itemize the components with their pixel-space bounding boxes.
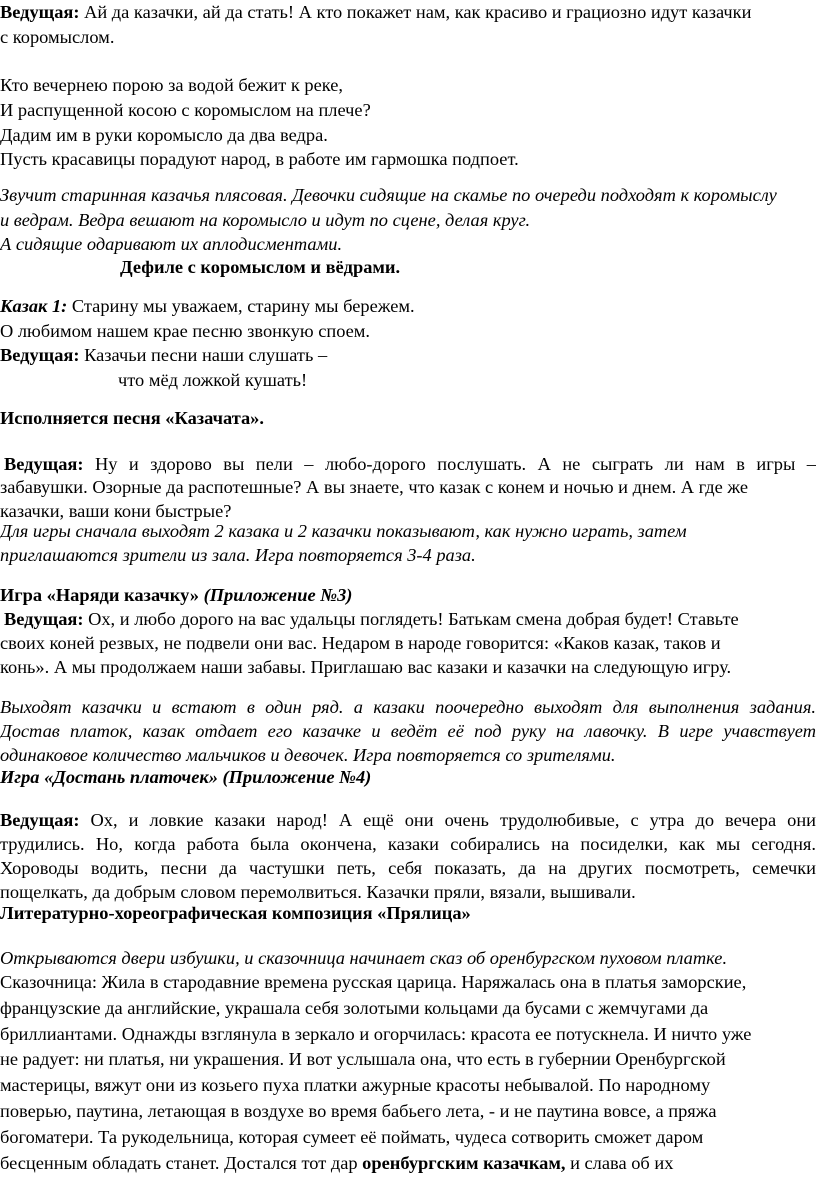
stage-direction: Звучит старинная казачья плясовая. Девочки сидящие на скамье по очереди подходят к коромыслу	[0, 185, 777, 205]
tale-line: бесценным обладать станет. Достался тот дар оренбургским казачкам, и слава об их	[0, 1153, 674, 1173]
speaker-label: Ведущая:	[0, 810, 80, 830]
speaker-label: Ведущая:	[4, 454, 84, 474]
tale-line: богоматери. Та рукодельница, которая сумеет её поймать, чудеса сотворить сможет даром	[0, 1127, 704, 1147]
stage-direction: и ведрам. Ведра вешают на коромысло и идут по сцене, делая круг.	[0, 210, 531, 230]
stage-direction: Для игры сначала выходят 2 казака и 2 казачки показывают, как нужно играть, затем	[0, 521, 687, 541]
text-line: конь». А мы продолжаем наши забавы. Приглашаю вас казаки и казачки на следующую игру.	[0, 657, 732, 677]
narrator-line: Ведущая: Ох, и ловкие казаки народ! А ещё они очень трудолюбивые, с утра до вечера они	[0, 810, 816, 830]
text-line: О любимом нашем крае песню звонкую споем.	[0, 321, 371, 341]
text-line: своих коней резвых, не подвели они вас. Недаром в народе говорится: «Каков казак, таков и	[0, 633, 721, 653]
poem-line: Кто вечернею порою за водой бежит к реке,	[0, 75, 343, 95]
speaker-label: Ведущая:	[0, 345, 80, 365]
narrator-line: Ведущая: Ай да казачки, ай да стать! А кто покажет нам, как красиво и грациозно идут казачки	[0, 2, 752, 22]
narrator-line: Ведущая: Казачьи песни наши слушать –	[0, 345, 328, 365]
section-title: Дефиле с коромыслом и вёдрами.	[120, 257, 401, 277]
text-line: что мёд ложкой кушать!	[118, 370, 308, 390]
text-line: забавушки. Озорные да распотешные? А вы знаете, что казак с конем и ночью и днем. А где же	[0, 477, 749, 497]
tale-line: бриллиантами. Однажды взглянула в зеркало и огорчилась: красота ее потускнела. И ничто уже	[0, 1024, 752, 1044]
section-title: Литературно-хореографическая композиция «Прялица»	[0, 903, 471, 923]
tale-line: поверью, паутина, летающая в воздухе во время бабьего лета, - и не паутина вовсе, а пряжа	[0, 1101, 717, 1121]
text-line: Хороводы водить, песни да частушки петь, себя показать, да на других посмотреть, семечки	[0, 858, 816, 878]
poem-line: Дадим им в руки коромысло да два ведра.	[0, 125, 328, 145]
speaker-label: Казак 1:	[0, 296, 68, 316]
stage-direction: Выходят казачки и встают в один ряд. а казаки поочередно выходят для выполнения задания.	[0, 697, 816, 717]
poem-line: И распущенной косою с коромыслом на плече?	[0, 100, 371, 120]
game-title: Игра «Достань платочек» (Приложение №4)	[0, 767, 372, 787]
kazak-line: Казак 1: Старину мы уважаем, старину мы бережем.	[0, 296, 415, 316]
game-title: Игра «Наряди казачку» (Приложение №3)	[0, 585, 353, 605]
stage-direction: одинаковое количество мальчиков и девочек. Игра повторяется со зрителями.	[0, 745, 616, 765]
text-line: с коромыслом.	[0, 27, 115, 47]
text-line: пощелкать, да добрым словом перемолвиться. Казачки пряли, вязали, вышивали.	[0, 882, 636, 902]
stage-direction: приглашаются зрители из зала. Игра повторяется 3-4 раза.	[0, 545, 476, 565]
song-title: Исполняется песня «Казачата».	[0, 408, 264, 428]
tale-line: Сказочница: Жила в стародавние времена русская царица. Наряжалась она в платья заморские,	[0, 972, 747, 992]
narrator-line: Ведущая: Ох, и любо дорого на вас удальцы поглядеть! Батькам смена добрая будет! Ставьте	[0, 607, 739, 632]
speaker-label: Ведущая:	[4, 609, 84, 629]
tale-line: французские да английские, украшала себя золотыми кольцами да бусами с жемчугами да	[0, 998, 709, 1018]
tale-line: мастерицы, вяжут они из козьего пуха платки ажурные красоты небывалой. По народному	[0, 1075, 711, 1095]
narrator-line: Ведущая: Ну и здорово вы пели – любо-дорого послушать. А не сыграть ли нам в игры –	[4, 454, 816, 474]
stage-direction: А сидящие одаривают их аплодисментами.	[0, 234, 343, 254]
stage-direction: Открываются двери избушки, и сказочница начинает сказ об оренбургском пуховом платке.	[0, 948, 728, 968]
speaker-label: Ведущая:	[0, 2, 80, 22]
stage-direction: Достав платок, казак отдает его казачке и ведёт её под руку на лавочку. В игре учавствует	[0, 721, 816, 741]
tale-line: не радует: ни платья, ни украшения. И вот услышала она, что есть в губернии Оренбургской	[0, 1049, 726, 1069]
emphasis: оренбургским казачкам,	[362, 1153, 566, 1173]
poem-line: Пусть красавицы порадуют народ, в работе им гармошка подпоет.	[0, 149, 519, 169]
text-line: казачки, ваши кони быстрые?	[0, 501, 232, 521]
text-line: трудились. Но, когда работа была окончена, казаки собирались на посиделки, как мы сегодня.	[0, 834, 816, 854]
